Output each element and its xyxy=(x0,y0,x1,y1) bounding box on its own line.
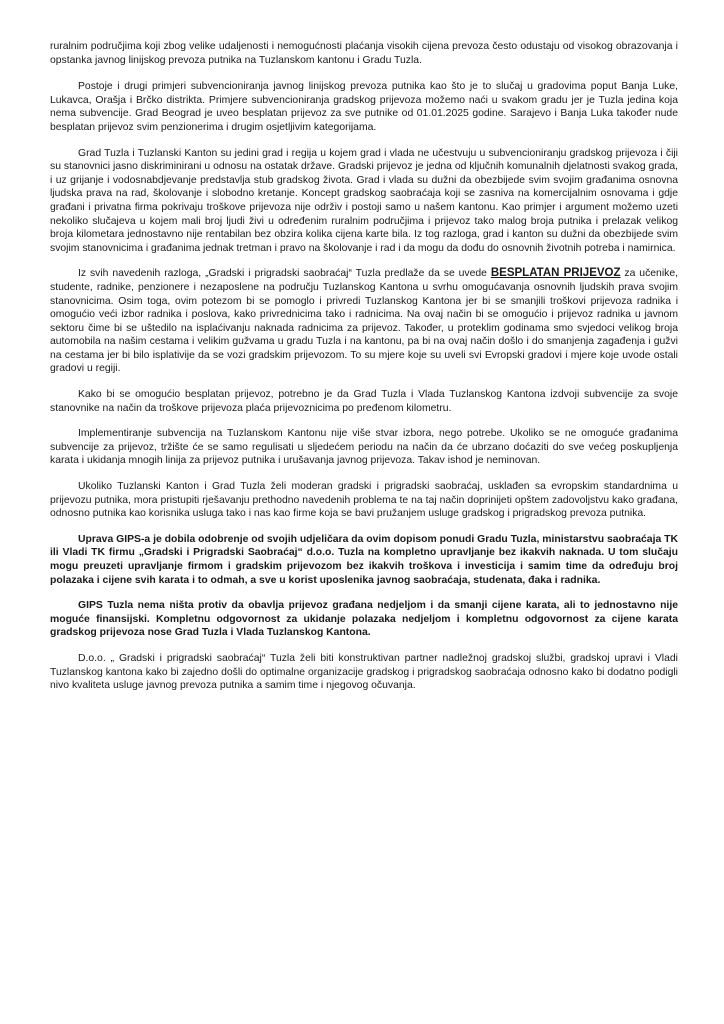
free-transport-highlight: BESPLATAN PRIJEVOZ xyxy=(490,267,621,280)
paragraph-subsidy-examples: Postoje i drugi primjeri subvencioniranja javnog linijskog prevoza putnika kao što je to slučaj u gradovima poput Banja Luke, Lukavca, Orašja i Brčko distrikta. Primjere subvencioniranja gradskog prijevoza možemo naći u svakom gradu jer je Tuzla jedina koja nema subvencije. Grad Beograd je uveo besplatan prijevoz za sve putnike od 01.01.2025 godine. Sarajevo i Banja Luka također nude besplatan prijevoz svim penzionerima i drugim osjetljivim kategorijama. xyxy=(50,81,678,133)
paragraph-tuzla-discrimination: Grad Tuzla i Tuzlanski Kanton su jedini grad i regija u kojem grad i vlada ne učestvuju u subvencioniranju gradskog prijevoza i čiji su stanovnici jasno diskriminirani u odnosu na ostatak države. Gradski prijevoz je jedna od ključnih komunalnih djelatnosti svakog grada, i uz grijanje i vodosnabdjevanje predstavlja stub gradskog života. Grad i vlada su dužni da obezbijede svim svojim građanima osnovna ljudska prava na rad, školovanje i slobodno kretanje. Koncept gradskog saobraćaja koji se zasniva na komercijalnim osnovama i gdje građani i privatna firma pokrivaju troškove prijevoza nije održiv i postoji samo u našem kantonu. Kao primjer i argument možemo uzeti nekoliko slučajeva u kojem mali broj ljudi živi u određenim ruralnim područjima i prijevoz tako malog broja putnika i prelazak velikog broja kilometara jednostavno nije rentabilan bez obzira kolika cijena karte bila. Iz tog razloga, grad i kanton su dužni da obezbijede svim svojim stanovnicima i građanima jednak tretman i pravo na školovanje i rad i da mogu da dođu do osnovnih životnih potreba i namirnica. xyxy=(50,147,678,254)
paragraph-continuation: ruralnim područjima koji zbog velike udaljenosti i nemogućnosti plaćanja visokih cijena prevoza često odustaju od visokog obrazovanja i opstanka javnog linijskog prevoza putnika na Tuzlanskom kantonu i Gradu Tuzla. xyxy=(50,41,678,66)
proposal-text-end: za učenike, studente, radnike, penzionere i nezaposlene na području Tuzlanskog Kantona u svrhu omogućavanja osnovnih ljudskih prava svojim stanovnicima. Osim toga, ovim potezom bi se pomoglo i privredi Tuzlanskog Kantona jer bi se smanjili troškovi prijevoza radnika i omogućio veći izbor radnika i poslova, kako privrednicima tako i radnicima. Na ovaj način bi se omogućio i prijevoz radnika u javnom sektoru čime bi se uštedilo na isplaćivanju naknada radnicima za prijevoz. Također, u proteklim godinama smo svjedoci velikog broja automobila na našim cestama i velikim gužvama u gradu Tuzla i na kantonu, pa bi na ovaj način došlo i do smanjenja zagađenja i gužvi na cestama jer bi bilo isplativije da se vozi gradskim prijevozom. To su mjere koje su uveli svi Evropski gradovi i mjere koje uvode ostali gradovi u regiji. xyxy=(50,268,679,375)
paragraph-modern-transport: Ukoliko Tuzlanski Kanton i Grad Tuzla želi moderan gradski i prigradski saobraćaj, usklađen sa evropskim standardnima u prijevozu putnika, mora pristupiti rješavanju prethodno navedenih problema te na taj način doprinijeti opštem zadovoljstvu kako građana, odnosno putnika kao korisnika usluga tako i nas kao firme koja se bavi pružanjem usluge gradskog i prigradskog prevoza putnika. xyxy=(50,481,678,520)
paragraph-implementation-need: Implementiranje subvencija na Tuzlanskom Kantonu nije više stvar izbora, nego potrebe. Ukoliko se ne omoguće građanima subvencije za prijevoz, tržište će se samo regulisati u sljedećem periodu na način da će ubrzano doćaziti do sve većeg poskupljenja karata i ukidanja mnogih linija za prijevoz putnika i urušavanja javnog prijevoza. Takav ishod je neminovan. xyxy=(50,428,678,467)
paragraph-gips-responsibility: GIPS Tuzla nema ništa protiv da obavlja prijevoz građana nedjeljom i da smanji cijene karata, ali to jednostavno nije moguće finansijski. Kompletnu odgovornost za ukidanje polazaka nedjeljom i kompletnu odgovornost za cijene karata gradskog prijevoza nose Grad Tuzla i Vlada Tuzlanskog Kantona. xyxy=(50,600,678,639)
paragraph-gips-offer: Uprava GIPS-a je dobila odobrenje od svojih udjeličara da ovim dopisom ponudi Gradu Tuzla, ministarstvu saobraćaja TK ili Vladi TK firmu „Gradski i Prigradski Saobraćaj“ d.o.o. Tuzla na kompletno upravljanje bez ikakvih naknada. U tom slučaju mogu preuzeti upravljanje firmom i gradskim prijevozom bez ikakvih troškova i investicija i samim time da određuju broj polazaka i cijene svih karata i to odmah, a sve u korist uposlenika javnog saobraćaja, studenata, đaka i radnika. xyxy=(50,533,678,586)
proposal-text-start: Iz svih navedenih razloga, „Gradski i prigradski saobraćaj“ Tuzla predlaže da se uvede xyxy=(78,268,491,280)
paragraph-partnership: D.o.o. „ Gradski i prigradski saobraćaj“ Tuzla želi biti konstruktivan partner nadležnoj gradskoj službi, gradskoj upravi i Vladi Tuzlanskog kantona kako bi zajedno došli do optimalne organizacije gradskog i prigradskog saobraćaja odnosno kako bi dodatno podigli nivo kvaliteta usluge javnog prevoza putnika a samim time i njegovog očuvanja. xyxy=(50,652,678,692)
paragraph-subsidy-requirement: Kako bi se omogućio besplatan prijevoz, potrebno je da Grad Tuzla i Vlada Tuzlanskog Kantona izdvoji subvencije za svoje stanovnike na način da troškove prijevoza plaća prijevoznicima po pređenom kilometru. xyxy=(50,389,678,414)
paragraph-free-transport-proposal xyxy=(50,267,678,376)
